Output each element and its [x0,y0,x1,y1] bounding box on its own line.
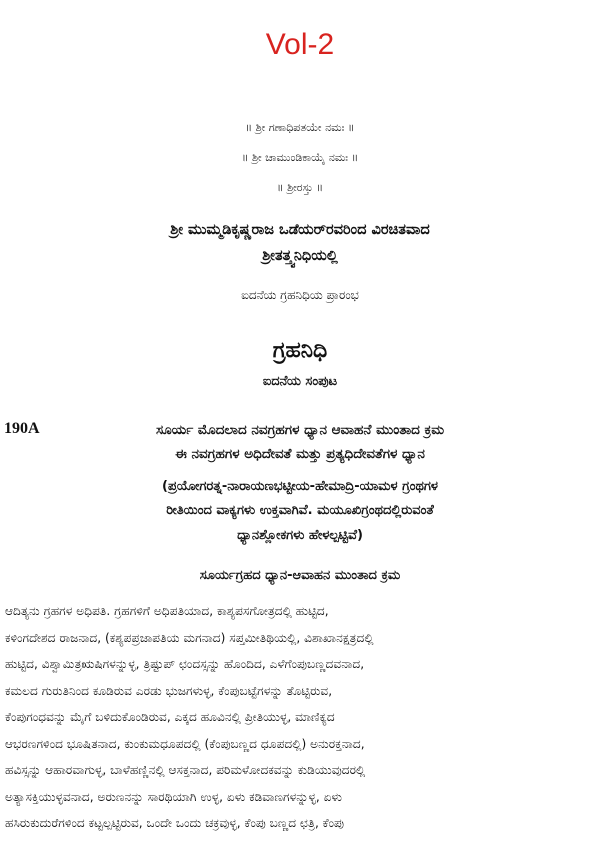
section-note-1: (ಪ್ರಯೋಗರತ್ನ-ನಾರಾಯಣಭಟ್ಟೀಯ-ಹೇಮಾದ್ರಿ-ಯಾಮಳ ಗ್ರಂಥಗಳ [162,479,438,494]
page-subheading: ಐದನೆಯ ಸಂಪುಟ [262,374,338,389]
section-title-1: ಸೂರ್ಯ ಮೊದಲಾದ ನವಗ್ರಹಗಳ ಧ್ಯಾನ ಆವಾಹನೆ ಮುಂತಾದ ಕ್ರಮ [155,422,445,438]
title-line-2: ಶ್ರೀತತ್ತ್ವನಿಧಿಯಲ್ಲಿ [262,248,338,264]
section-note-3: ಧ್ಯಾನಶ್ಲೋಕಗಳು ಹೇಳಲ್ಪಟ್ಟಿವೆ) [237,528,363,543]
section-number: 190A [4,420,40,437]
section-title-2: ಈ ನವಗ್ರಹಗಳ ಅಧಿದೇವತೆ ಮತ್ತು ಪ್ರತ್ಯಧಿದೇವತೆಗಳ ಧ್ಯಾನ [175,446,425,462]
subsection-title: ಸೂರ್ಯಗ್ರಹದ ಧ್ಯಾನ-ಆವಾಹನ ಮುಂತಾದ ಕ್ರಮ [199,568,401,583]
body-line: ಕಳಿಂಗದೇಶದ ರಾಜನಾದ, (ಕಶ್ಯಪಪ್ರಜಾಪತಿಯ ಮಗನಾದ) ಸಪ್ತಮೀತಿಥಿಯಲ್ಲಿ, ವಿಶಾಖಾನಕ್ಷತ್ರದಲ್ಲಿ [5,630,374,645]
section-note-2: ರೀತಿಯಿಂದ ವಾಕ್ಯಗಳು ಉಕ್ತವಾಗಿವೆ. ಮಯೂಖಿಗ್ರಂಥದಲ್ಲಿರುವಂತೆ [166,503,434,518]
invocation-shrirastu: ॥ ಶ್ರೀರಸ್ತು ॥ [276,181,324,194]
body-line: ಆಭರಣಗಳಿಂದ ಭೂಷಿತನಾದ, ಕುಂಕುಮಧೂಪದಲ್ಲಿ (ಕೆಂಪುಬಣ್ಣದ ಧೂಪದಲ್ಲಿ) ಅನುರಕ್ತನಾದ, [5,736,365,751]
invocation-chamundika: ॥ ಶ್ರೀ ಚಾಮುಂಡಿಕಾಯೈ ನಮಃ ॥ [241,151,359,164]
body-paragraph [5,598,597,837]
body-line: ಕಮಲದ ಗುರುತಿನಿಂದ ಕೂಡಿರುವ ಎರಡು ಭುಜಗಳುಳ್ಳ, ಕೆಂಪುಬಟ್ಟೆಗಳನ್ನು ತೊಟ್ಟಿರುವ, [5,683,333,698]
title-line-1: ಶ್ರೀ ಮುಮ್ಮಡಿಕೃಷ್ಣರಾಜ ಒಡೆಯರ್‌ರವರಿಂದ ವಿರಚಿತವಾದ [170,222,430,238]
invocation-ganadhipati: ॥ ಶ್ರೀ ಗಣಾಧಿಪತಯೇ ನಮಃ ॥ [245,121,355,134]
body-line: ಕೆಂಪುಗಂಧವನ್ನು ಮೈಗೆ ಬಳಿದುಕೊಂಡಿರುವ, ಎಕ್ಕದ ಹೂವಿನಲ್ಲಿ ಪ್ರೀತಿಯುಳ್ಳ, ಮಾಣಿಕ್ಯದ [5,710,335,724]
body-line: ಹಸಿರುಕುದುರೆಗಳಿಂದ ಕಟ್ಟಲ್ಪಟ್ಟಿರುವ, ಒಂದೇ ಒಂದು ಚಕ್ರವುಳ್ಳ, ಕೆಂಪು ಬಣ್ಣದ ಛತ್ರಿ, ಕೆಂಪು [5,816,344,830]
body-line: ಆದಿತ್ಯನು ಗ್ರಹಗಳ ಅಧಿಪತಿ. ಗ್ರಹಗಳಿಗೆ ಅಧಿಪತಿಯಾದ, ಕಾಶ್ಯಪಸಗೋತ್ರದಲ್ಲಿ ಹುಟ್ಟಿದ, [5,604,329,618]
body-line: ಹವಿಸ್ಸನ್ನು ಆಹಾರವಾಗುಳ್ಳ, ಬಾಳೆಹಣ್ಣಿನಲ್ಲಿ ಆಸಕ್ತನಾದ, ಪರಿಮಳೋದಕವನ್ನು ಕುಡಿಯುವುದರಲ್ಲಿ [5,763,366,777]
page-heading: ಗ್ರಹನಿಧಿ [272,338,328,363]
title-line-3: ಐದನೆಯ ಗ್ರಹನಿಧಿಯ ಪ್ರಾರಂಭ [241,288,359,302]
body-line: ಅತ್ಯಾಸಕ್ತಿಯುಳ್ಳವನಾದ, ಅರುಣನನ್ನು ಸಾರಥಿಯಾಗಿ ಉಳ್ಳ, ಏಳು ಕಡಿವಾಣಗಳನ್ನುಳ್ಳ, ಏಳು [5,789,343,804]
volume-label: Vol-2 [265,28,335,61]
body-line: ಹುಟ್ಟಿದ, ವಿಶ್ವಾಮಿತ್ರಋಷಿಗಳನ್ನುಳ್ಳ, ತ್ರಿಷ್ಟುಪ್ ಛಂದಸ್ಸನ್ನು ಹೊಂದಿದ, ಎಳೆಗೆಂಪುಬಣ್ಣದವನಾದ, [5,657,365,671]
